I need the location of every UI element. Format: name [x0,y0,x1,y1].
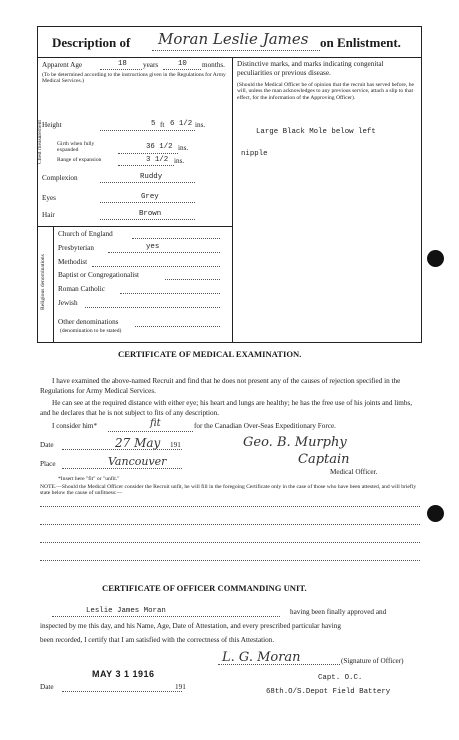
religion-line-6 [85,307,220,308]
medical-place-label: Place [40,460,56,468]
distinctive-marks-line1: Large Black Mole below left [256,128,376,136]
range-label: Range of expansion [57,157,102,163]
religion-church-of-england: Church of England [58,230,113,238]
religion-presbyterian-value: yes [146,243,160,251]
medical-officer-signature: Geo. B. Murphy [243,435,347,450]
religion-box-top [37,226,233,227]
commanding-signature: L. G. Moran [222,650,301,665]
distinctive-marks-note: (Should the Medical Officer be of opinion that the recruit has served before, he will, unless the man acknowledges to any previous service, attach a slip to that effect, for the information of the Approving Officer). [237,82,414,101]
eyes-label: Eyes [42,194,56,202]
girth-line [118,153,178,154]
religion-line-2 [108,252,220,253]
chest-label: Chest measurement [37,120,43,164]
medical-officer-title: Captain [298,452,350,467]
insert-note: *Insert here "fit" or "unfit." [58,476,120,482]
religion-other-note: (denomination to be stated) [60,328,122,334]
commanding-year-prefix: 191 [175,683,186,691]
commanding-date-label: Date [40,683,54,691]
eyes-line [100,202,195,203]
name-underline [152,50,320,51]
girth-unit: ins. [178,144,189,152]
medical-place-line [62,468,182,469]
religion-roman-catholic: Roman Catholic [58,285,105,293]
commanding-heading: CERTIFICATE OF OFFICER COMMANDING UNIT. [102,583,307,593]
age-years-line [100,69,142,70]
ins-label: ins. [195,121,206,129]
complexion-value: Ruddy [140,173,163,181]
religion-baptist: Baptist or Congregationalist [58,271,140,279]
commanding-unit: 68th.O/S.Depot Field Battery [266,688,391,696]
medical-heading: CERTIFICATE OF MEDICAL EXAMINATION. [118,349,302,359]
distinctive-marks-heading: Distinctive marks, and marks indicating congenital peculiarities or previous disease. [237,60,384,77]
height-feet-value: 5 [151,120,156,128]
column-divider [232,57,233,342]
commanding-line2: inspected by me this day, and his Name, Age, Date of Attestation, and every prescribed particular having [40,622,341,630]
medical-para2: He can see at the required distance with either eye; his heart and lungs are healthy; he has the free use of his joints and limbs, and he declares that he is not subject to fits of any description. [40,399,413,417]
hair-line [100,219,195,220]
medical-officer-label: Medical Officer. [330,468,378,476]
range-value: 3 1/2 [146,156,169,164]
religion-label: Religious denominations [40,254,46,310]
range-unit: ins. [174,157,185,165]
top-border [37,26,422,27]
religion-line-5 [120,293,220,294]
commanding-line1: having been finally approved and [290,608,387,616]
medical-date-label: Date [40,441,54,449]
girth-value: 36 1/2 [146,143,173,151]
unfit-line-3 [40,542,420,543]
years-label: years [143,61,159,69]
religion-methodist: Methodist [58,258,88,266]
complexion-line [100,182,195,183]
commanding-date-stamp: MAY 3 1 1916 [92,669,155,679]
girth-label: Girth when fully expanded [57,141,95,154]
upper-section-bottom [37,342,422,343]
height-inches-value: 6 1/2 [170,120,193,128]
religion-other: Other denominations [58,318,119,326]
commanding-rank: Capt. O.C. [318,674,363,682]
right-border [421,26,422,342]
height-label: Height [42,121,62,129]
punch-hole-top [427,250,444,267]
header-divider [37,57,422,58]
months-label: months. [202,61,225,69]
unfit-line-2 [40,524,420,525]
medical-note: NOTE.—Should the Medical Officer consider the Recruit unfit, he will fill in the foregoing Certificate only in the case of those who have been attested, and will briefly state below the cause of unfitness:— [40,484,417,497]
recruit-name-handwritten: Moran Leslie James [158,30,309,48]
commanding-line3: been recorded, I certify that I am satisfied with the correctness of this Attestation. [40,636,275,644]
medical-year-prefix: 191 [170,441,181,449]
form-title-suffix: on Enlistment. [320,35,401,50]
age-years-value: 18 [118,60,127,68]
consider-label: I consider him* [52,422,98,430]
medical-place-value: Vancouver [108,455,167,468]
medical-para1: I have examined the above-named Recruit and find that he does not present any of the causes of rejection specified in the Regulations for Army Medical Services. [40,377,401,395]
age-note: (To be determined according to the instructions given in the Regulations for Army Medical Services.) [42,72,226,85]
age-months-line [163,69,201,70]
religion-line-7 [135,326,220,327]
ft-label: ft [160,121,165,129]
apparent-age-label: Apparent Age [42,61,83,69]
medical-date-line [62,449,182,450]
fit-line [108,431,193,432]
fit-value: fit [150,418,161,429]
commanding-signature-label: (Signature of Officer) [341,657,404,665]
distinctive-marks-line2: nipple [241,150,268,158]
hair-label: Hair [42,211,55,219]
religion-line-3 [92,266,220,267]
commanding-name-line [52,616,280,617]
religion-box-divider [53,226,54,342]
age-months-value: 10 [178,60,187,68]
commanding-signature-line [218,664,340,665]
commanding-recruit-name: Leslie James Moran [86,607,166,615]
left-border [37,26,38,342]
eyes-value: Grey [141,193,159,201]
form-title-prefix: Description of [52,35,131,50]
unfit-line-1 [40,506,420,507]
height-line [100,130,195,131]
unfit-line-4 [40,560,420,561]
commanding-date-line [62,691,182,692]
punch-hole-bottom [427,505,444,522]
religion-jewish: Jewish [58,299,78,307]
complexion-label: Complexion [42,174,78,182]
for-force-label: for the Canadian Over-Seas Expeditionary Force. [194,422,336,430]
religion-presbyterian: Presbyterian [58,244,94,252]
religion-line-1 [132,238,220,239]
religion-line-4 [165,279,220,280]
hair-value: Brown [139,210,162,218]
medical-date-value: 27 May [115,436,161,450]
range-line [118,165,174,166]
